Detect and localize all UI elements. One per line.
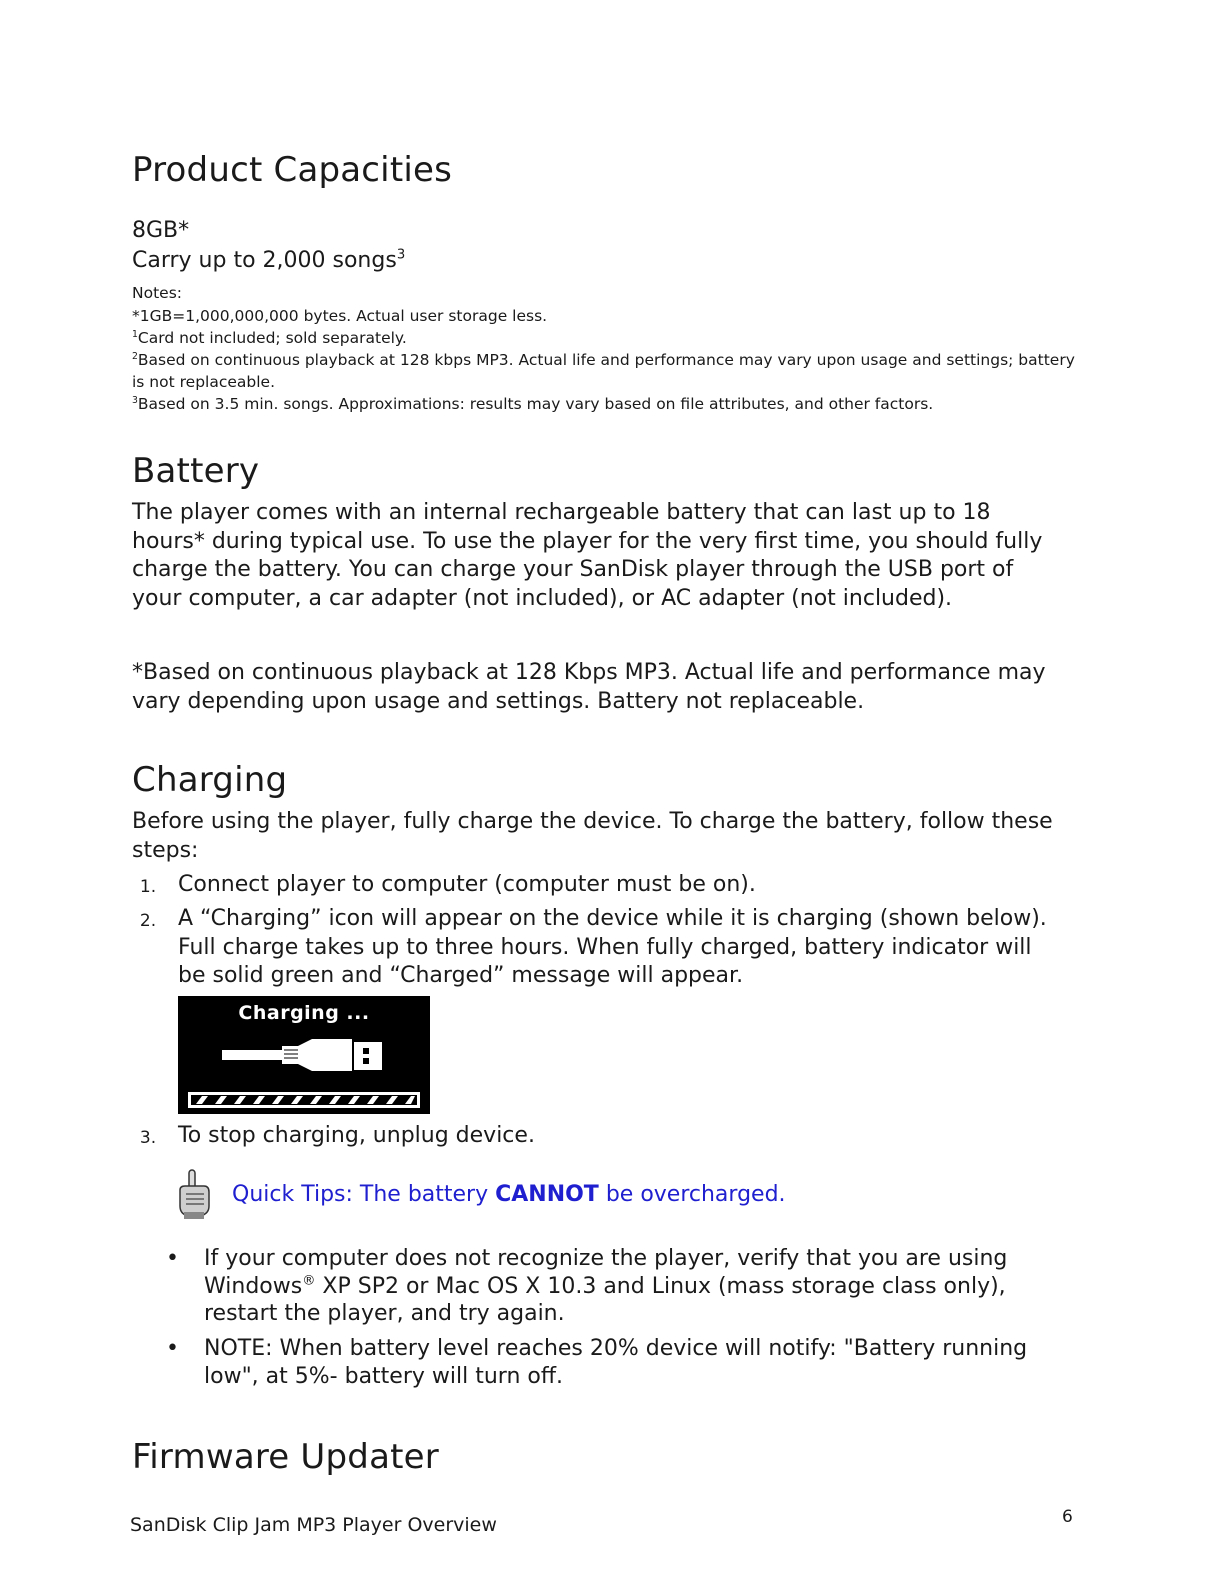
usb-plug-icon [178, 996, 430, 1114]
bullet-1-text-a: If your computer does not recognize the player, verify that you are using Windows [204, 1246, 1008, 1299]
note-2-text: Based on continuous playback at 128 kbps MP3. Actual life and performance may vary upon usage and settings; battery is not replaceable. [132, 351, 1075, 391]
bullet-dot: • [166, 1336, 179, 1361]
charging-screen-text: Charging ... [238, 1002, 370, 1024]
step-2-text: A “Charging” icon will appear on the device while it is charging (shown below). Full charge takes up to three hours. When fully charged, battery indicator will be solid green and “Charged” message will appear. [178, 906, 1047, 988]
songs-superscript: 3 [396, 247, 406, 263]
step-1-text: Connect player to computer (computer must be on). [178, 872, 756, 897]
bullet-dot: • [166, 1246, 179, 1271]
note-1-text: Card not included; sold separately. [137, 329, 407, 347]
step-3-number: 3. [139, 1128, 157, 1148]
note-3 [132, 393, 1092, 415]
note-star: *1GB=1,000,000,000 bytes. Actual user storage less. [132, 307, 548, 325]
note-1-superscript: 1 [132, 328, 138, 340]
notes-label: Notes: [132, 284, 182, 302]
battery-footnote: *Based on continuous playback at 128 Kbps MP3. Actual life and performance may vary depending upon usage and settings. Battery not replaceable. [132, 660, 1046, 714]
note-2-superscript: 2 [132, 350, 138, 362]
quick-tip-text [232, 1182, 786, 1207]
heading-product-capacities: Product Capacities [132, 150, 453, 190]
heading-battery: Battery [132, 451, 260, 491]
footer-title: SanDisk Clip Jam MP3 Player Overview [130, 1514, 497, 1536]
page-number: 6 [1062, 1507, 1073, 1527]
quick-tip-bold: CANNOT [495, 1182, 599, 1207]
songs-text: Carry up to 2,000 songs [132, 248, 397, 273]
step-1-number: 1. [139, 877, 157, 897]
heading-firmware-updater: Firmware Updater [132, 1437, 439, 1477]
quick-tip-suffix: be overcharged. [598, 1182, 786, 1207]
quick-tip [172, 1168, 872, 1220]
registered-mark: ® [302, 1273, 316, 1289]
pointing-hand-icon [172, 1168, 216, 1220]
capacity-value: 8GB* [132, 218, 190, 243]
note-1 [132, 327, 1092, 349]
step-2-number: 2. [139, 911, 157, 931]
bullet-2-text: NOTE: When battery level reaches 20% device will notify: "Battery running low", at 5%- battery will turn off. [204, 1336, 1028, 1389]
note-2 [132, 349, 1092, 393]
charging-screen-image [178, 996, 430, 1114]
note-3-superscript: 3 [132, 394, 138, 406]
songs-line [132, 246, 405, 276]
bullet-1-text [204, 1245, 1084, 1328]
battery-paragraph: The player comes with an internal rechargeable battery that can last up to 18 hours* during typical use. To use the player for the very first time, you should fully charge the battery. You can charge your SanDisk player through the USB port of your computer, a car adapter (not included), or AC adapter (not included). [132, 500, 1043, 611]
step-3-text: To stop charging, unplug device. [178, 1123, 535, 1148]
quick-tip-prefix: Quick Tips: The battery [232, 1182, 496, 1207]
bullet-1-text-b: XP SP2 or Mac OS X 10.3 and Linux (mass storage class only), restart the player, and try again. [204, 1273, 1006, 1326]
note-3-text: Based on 3.5 min. songs. Approximations: results may vary based on file attributes, and other factors. [137, 395, 934, 413]
charging-intro: Before using the player, fully charge the device. To charge the battery, follow these steps: [132, 809, 1053, 863]
heading-charging: Charging [132, 760, 288, 800]
